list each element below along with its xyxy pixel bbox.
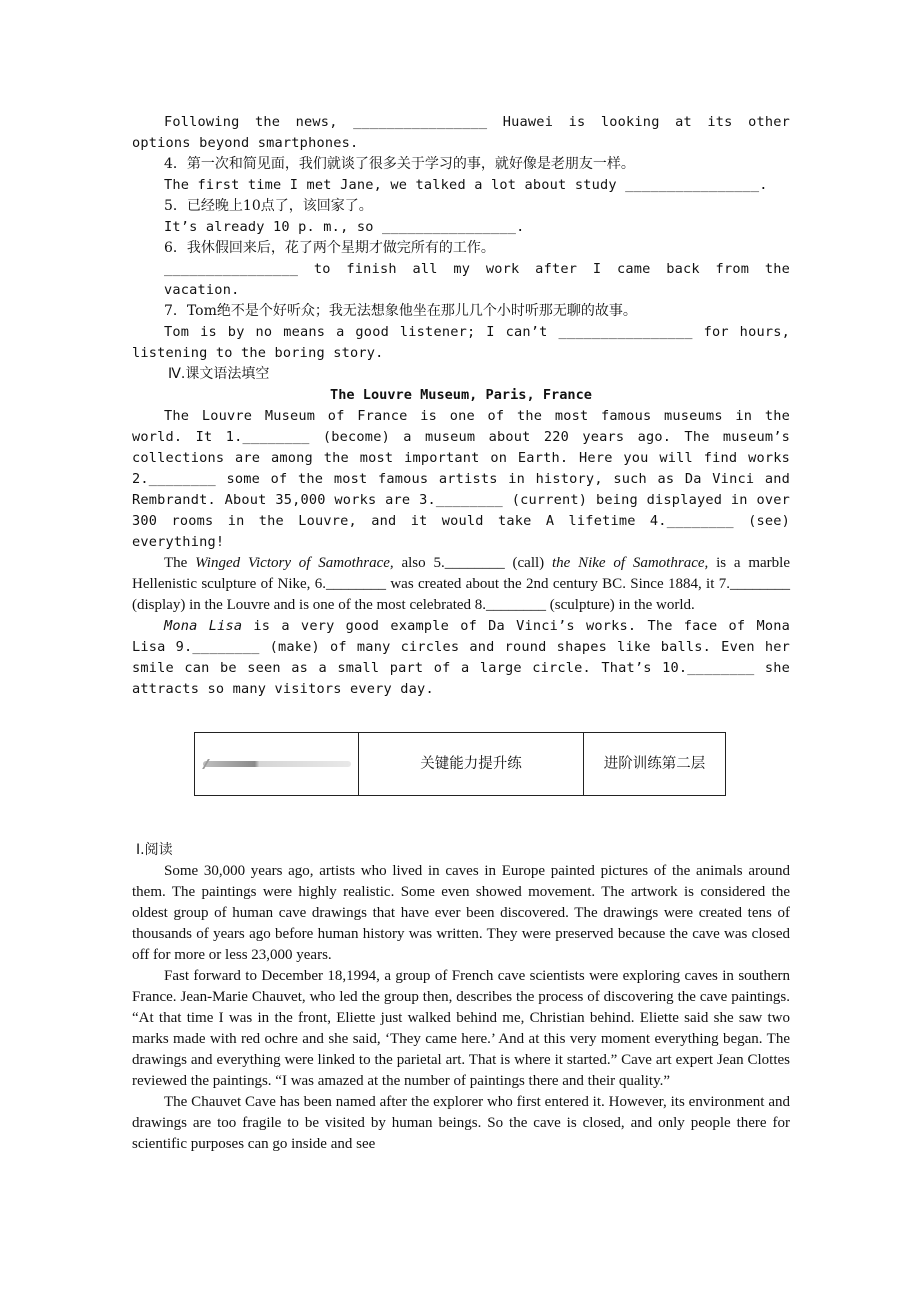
para3-text: is a very good example of Da Vinci’s works. The face of Mona Lisa 9.________ (make) of many circles and round shapes like balls. Even her smile can be seen as a small part of a large circle. That’s 10.________ she attracts so many visitors every day. [132, 618, 790, 697]
exercise-4-english: The first time I met Jane, we talked a lot about study ________________. [164, 177, 768, 193]
reading-paragraph-1: Some 30,000 years ago, artists who lived in caves in Europe painted pictures of the animals around them. The paintings were highly realistic. Some even showed movement. The artwork is considered the oldest group of human cave drawings that have ever been discovered. The drawings were created tens of thousands of years ago before human history was written. They were preserved because the cave was closed off for more or less 23,000 years. [132, 863, 790, 963]
exercise-5-english: It’s already 10 p. m., so ________________. [164, 219, 525, 235]
passage-title: The Louvre Museum, Paris, France [330, 387, 592, 403]
nike-title: the Nike of Samothrace, [551, 555, 709, 571]
reading-paragraph-3: The Chauvet Cave has been named after the explorer who first entered it. However, its environment and drawings are too fragile to be visited by human beings. So the cave is closed, and only people there for scientific purposes can go inside and see [132, 1094, 790, 1152]
exercise-7-english: Tom is by no means a good listener; I can’t ________________ for hours, listening to the boring story. [132, 324, 790, 361]
reading-paragraph-2: Fast forward to December 18,1994, a group of French cave scientists were exploring caves in southern France. Jean-Marie Chauvet, who led the group then, describes the process of discovering the cave paintings. “At that time I was in the front, Eliette just walked behind me, Christian behind. Eliette said she saw two marks made with red ochre and she said, ‘They came here.’ And at this very moment everything began. The drawings and everything were linked to the parietal art. That is where it started.” Cave art expert Jean Clottes reviewed the paintings. “I was amazed at the number of paintings there and their quality.” [132, 968, 790, 1089]
pencil-bar-icon [203, 761, 351, 767]
louvre-paragraph-1: The Louvre Museum of France is one of the most famous museums in the world. It 1.________ (become) a museum about 220 years ago. The museum’s collections are among the most important on Earth. Here you will find works 2.________ some of the most famous artists in history, such as Da Vinci and Rembrandt. About 35,000 works are 3.________ (current) being displayed in over 300 rooms in the Louvre, and it would take A lifetime 4.________ (see) everything! [132, 408, 790, 550]
exercise-3-english: Following the news, ________________ Huawei is looking at its other options beyond smartphones. [132, 114, 790, 151]
para2-text-b: also 5.________ (call) [393, 555, 552, 571]
exercise-4-chinese: 4．第一次和简见面，我们就谈了很多关于学习的事，就好像是老朋友一样。 [164, 156, 635, 172]
mona-lisa-title: Mona Lisa [164, 618, 243, 634]
louvre-paragraph-3 [132, 616, 790, 700]
para2-text-c: is a marble Hellenistic sculpture of Nike, 6.________ was created about the 2nd century BC. Since 1884, it 7.________ (display) in the Louvre and is one of the most celebrated 8.________ (sculpture) in the world. [132, 555, 790, 613]
exercise-6-english: ________________ to finish all my work after I came back from the vacation. [164, 261, 790, 298]
louvre-paragraph-2 [132, 553, 790, 616]
banner-icon-cell [195, 733, 359, 795]
section-banner [194, 732, 726, 796]
banner-right-label: 进阶训练第二层 [603, 755, 706, 772]
banner-middle-label: 关键能力提升练 [359, 733, 584, 795]
para2-text-a: The [164, 555, 196, 571]
section-iv-heading: Ⅳ.课文语法填空 [168, 366, 270, 382]
exercise-7-chinese: 7．Tom绝不是个好听众；我无法想象他坐在那儿几个小时听那无聊的故事。 [164, 303, 637, 319]
document-page [132, 112, 790, 1155]
exercise-6-chinese: 6．我休假回来后，花了两个星期才做完所有的工作。 [164, 240, 495, 256]
exercise-5-chinese: 5．已经晚上10点了，该回家了。 [164, 198, 373, 214]
winged-victory-title: Winged Victory of Samothrace, [195, 555, 394, 571]
section-reading-heading: Ⅰ.阅读 [136, 842, 173, 858]
